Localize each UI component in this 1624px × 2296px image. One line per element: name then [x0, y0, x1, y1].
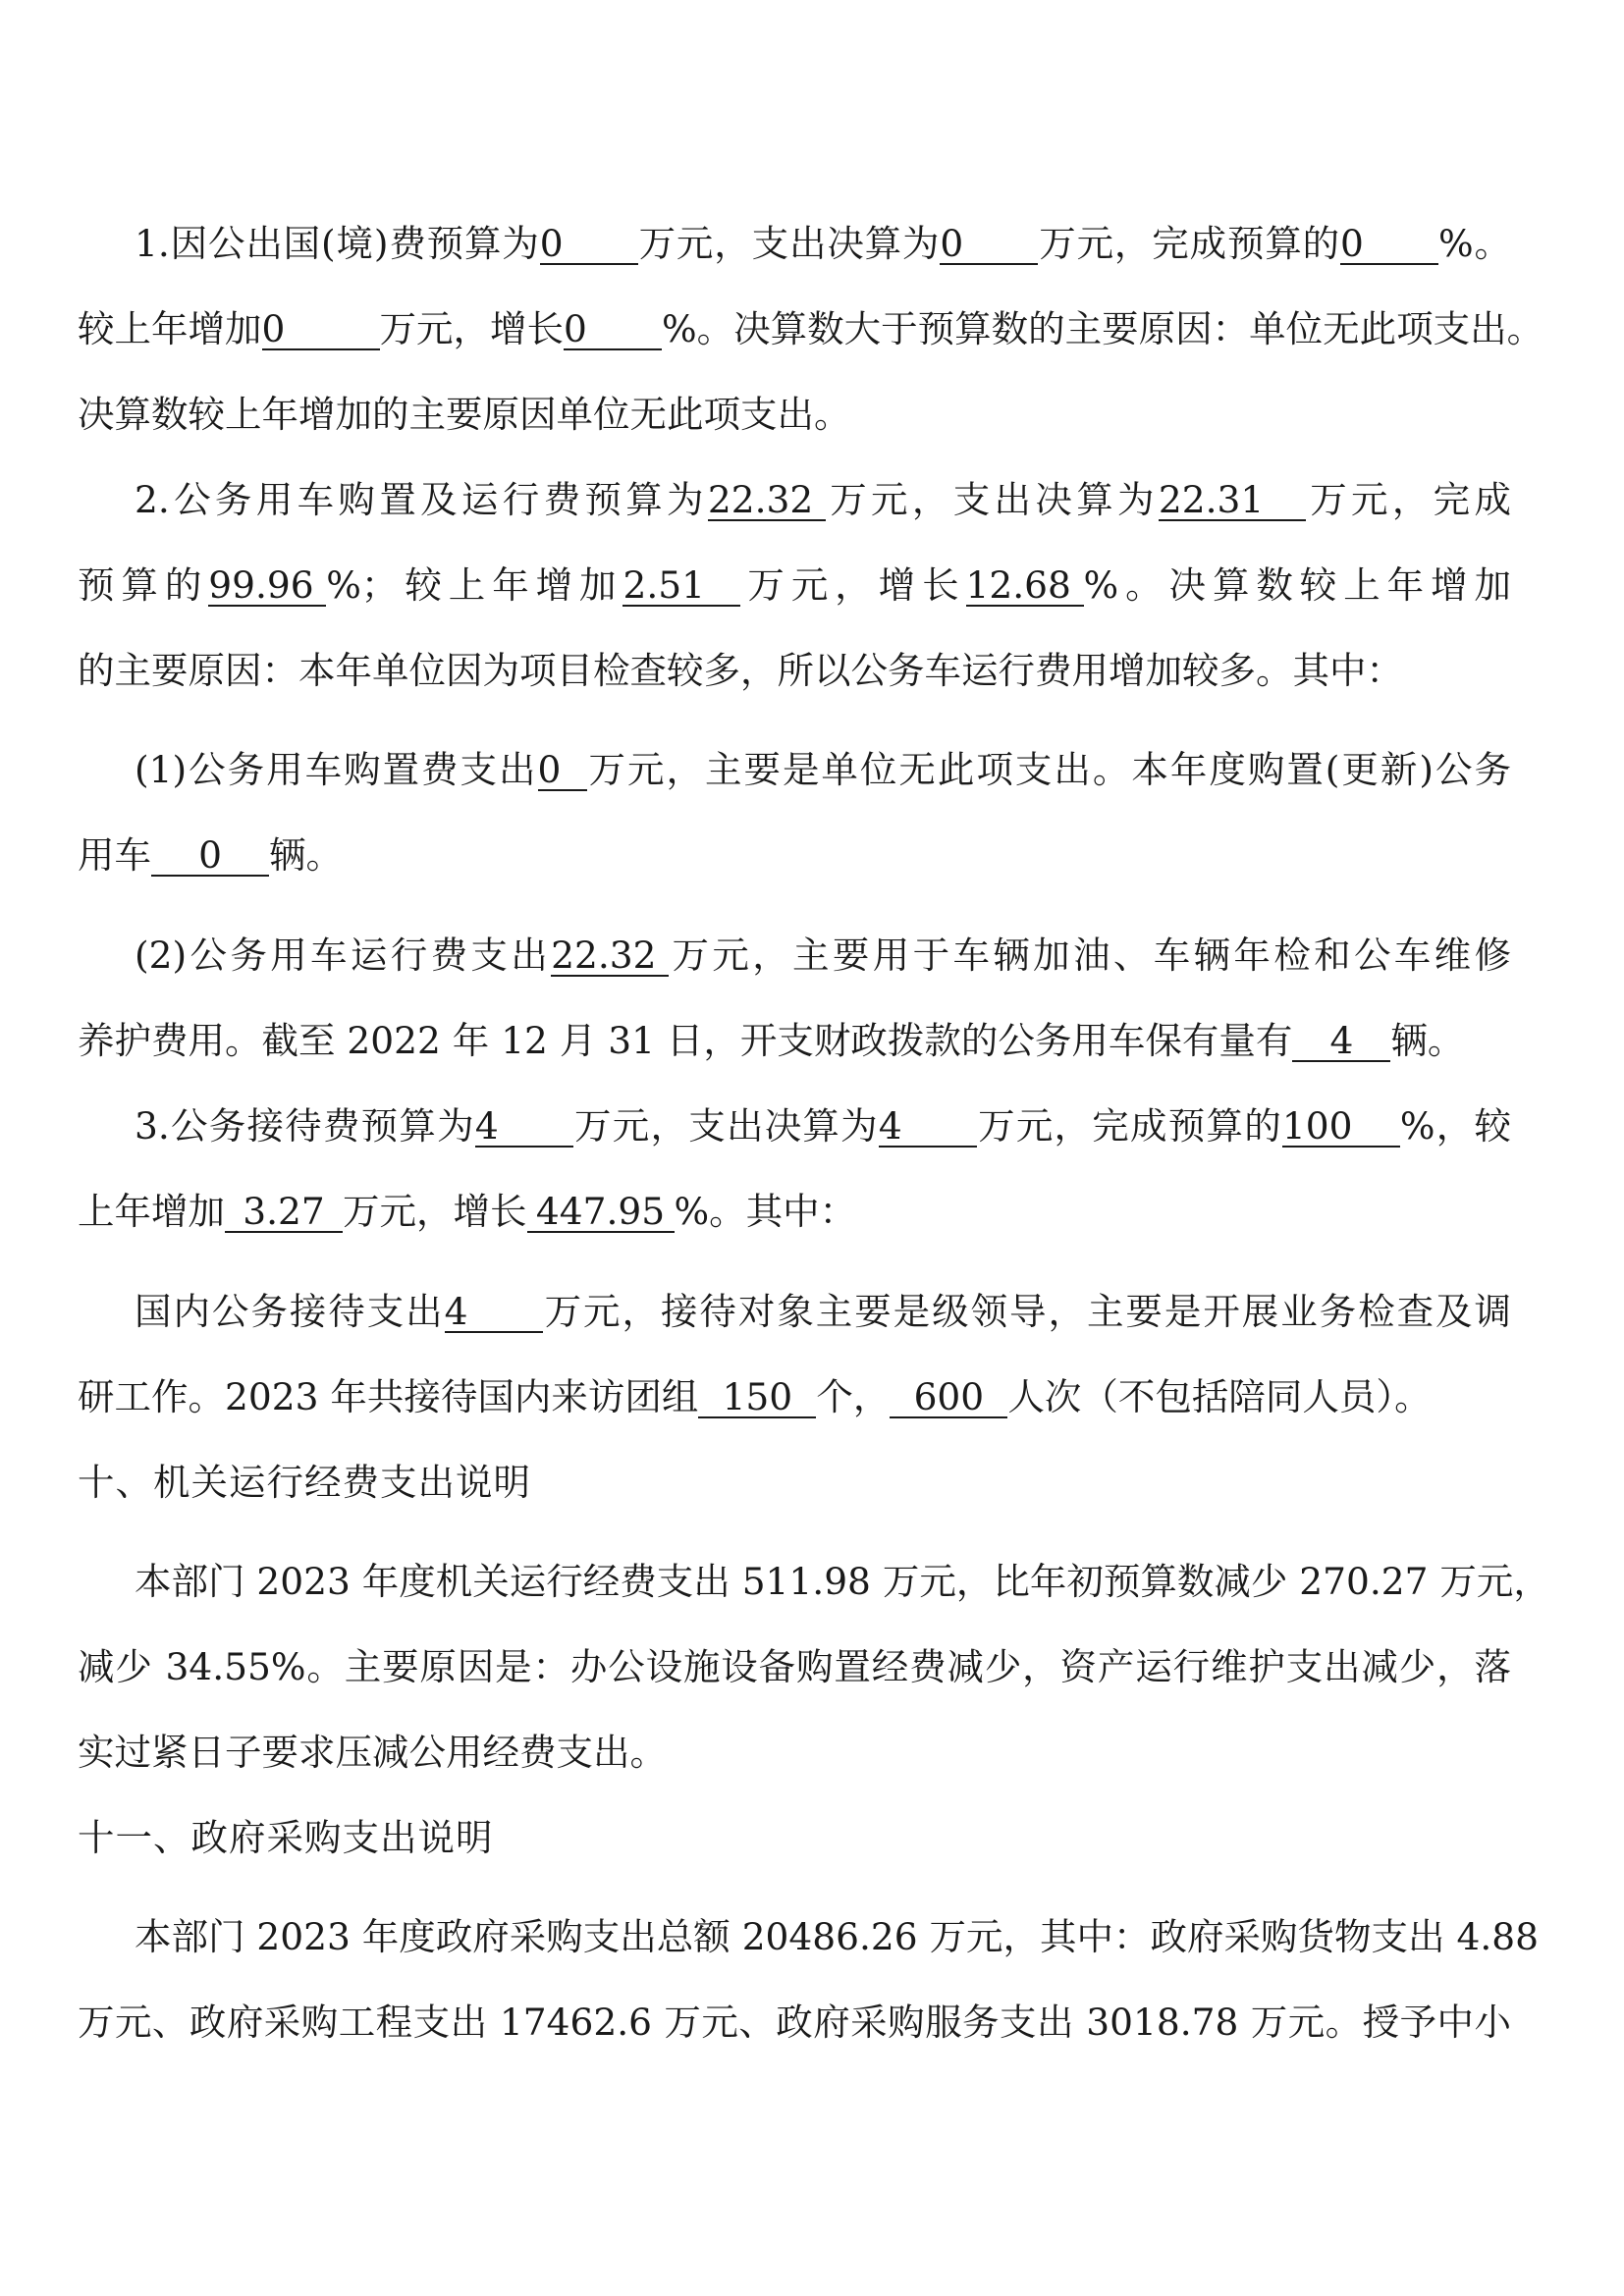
- p2-prefix: 2.公务用车购置及运行费预算为: [135, 478, 708, 521]
- p3-mid1: 万元，支出决算为: [572, 1104, 879, 1148]
- p1-line1: [78, 216, 1511, 271]
- p11-line2: 万元、政府采购工程支出 17462.6 万元、政府采购服务支出 3018.78 万元。授予中小: [78, 2001, 1511, 2044]
- p2-end1: %。决算数较上年增加: [1083, 563, 1511, 607]
- p1-increase: 0: [262, 309, 380, 350]
- p10-line1: 本部门 2023 年度机关运行经费支出 511.98 万元，比年初预算数减少 270.27 万元，: [135, 1560, 1550, 1603]
- p2-mid5: 万元，增长: [740, 563, 966, 607]
- p2-increase: 2.51: [623, 565, 740, 607]
- p3-growth: 447.95: [527, 1192, 675, 1233]
- p2a-count: 0: [151, 835, 269, 877]
- p3a-line1: [78, 1284, 1511, 1339]
- p2b-line1: [78, 928, 1511, 983]
- p3-mid3: 上年增加: [78, 1190, 225, 1233]
- p2a-prefix: (1)公务用车购置费支出: [135, 748, 538, 791]
- p3-mid4: 万元，增长: [343, 1190, 527, 1233]
- p3-rate: 100: [1282, 1106, 1400, 1148]
- p2-mid2: 万元，完成: [1305, 478, 1512, 521]
- p10-line3: 实过紧日子要求压减公用经费支出。: [78, 1731, 667, 1774]
- section-heading-10: 十、机关运行经费支出说明: [78, 1461, 531, 1504]
- p3a-end1: 人次（不包括陪同人员）。: [1007, 1375, 1432, 1418]
- p3-actual: 4: [879, 1106, 977, 1148]
- p1-prefix: 1.因公出国(境)费预算为: [135, 222, 540, 265]
- section-heading-11: 十一、政府采购支出说明: [78, 1816, 494, 1859]
- p1-mid2: 万元，完成预算的: [1038, 222, 1341, 265]
- p3-line2: [78, 1184, 1511, 1239]
- p3-end2: %。其中：: [674, 1190, 857, 1233]
- p2b-mid2: 养护费用。截至 2022 年 12 月 31 日，开支财政拨款的公务用车保有量有: [78, 1019, 1293, 1062]
- p1-mid4: 万元，增长: [379, 307, 564, 350]
- p1-mid1: 万元，支出决算为: [637, 222, 941, 265]
- p2a-end1: 辆。: [269, 833, 343, 877]
- p1-end2: %。决算数大于预算数的主要原因：单位无此项支出。: [662, 307, 1544, 350]
- p2b-prefix: (2)公务用车运行费支出: [135, 934, 552, 977]
- p10-line2: 减少 34.55%。主要原因是：办公设施设备购置经费减少，资产运行维护支出减少，落: [78, 1645, 1511, 1688]
- p1-line2: [78, 301, 1544, 356]
- p3a-line2: [78, 1369, 1511, 1424]
- p2-mid4: %；较上年增加: [326, 563, 623, 607]
- p3a-persons: 600: [890, 1377, 1007, 1418]
- p3a-groups: 150: [698, 1377, 816, 1418]
- p2-rate: 99.96: [208, 565, 326, 607]
- p1-mid3: 较上年增加: [78, 307, 262, 350]
- p11-line1: 本部门 2023 年度政府采购支出总额 20486.26 万元，其中：政府采购货物支出 4.88: [135, 1915, 1539, 1958]
- p2b-amount: 22.32: [551, 935, 669, 977]
- p1-line3: 决算数较上年增加的主要原因单位无此项支出。: [78, 393, 851, 436]
- p2b-count: 4: [1292, 1021, 1390, 1062]
- p1-end1: %。: [1438, 222, 1511, 265]
- p2a-mid1: 万元，主要是单位无此项支出。本年度购置(更新)公务: [586, 748, 1511, 791]
- p1-rate: 0: [1340, 224, 1438, 265]
- p3-prefix: 3.公务接待费预算为: [135, 1104, 475, 1148]
- p2b-mid1: 万元，主要用于车辆加油、车辆年检和公车维修: [669, 934, 1512, 977]
- p1-actual: 0: [940, 224, 1038, 265]
- p3-mid2: 万元，完成预算的: [976, 1104, 1282, 1148]
- p2a-line2: [78, 828, 1511, 882]
- p2a-amount: 0: [538, 750, 587, 791]
- p2a-mid2: 用车: [78, 833, 151, 877]
- p3-line1: [78, 1098, 1511, 1153]
- p3a-mid1: 万元，接待对象主要是级领导，主要是开展业务检查及调: [542, 1290, 1512, 1333]
- p2-mid1: 万元，支出决算为: [825, 478, 1159, 521]
- p2-actual: 22.31: [1159, 480, 1306, 521]
- p3a-mid3: 个，: [816, 1375, 891, 1418]
- p2-line2: [78, 558, 1511, 613]
- p3-end1: %，较: [1399, 1104, 1512, 1148]
- p3a-mid2: 研工作。2023 年共接待国内来访团组: [78, 1375, 699, 1418]
- p1-growth: 0: [564, 309, 662, 350]
- p2-mid3: 预算的: [78, 563, 209, 607]
- p2b-end1: 辆。: [1390, 1019, 1465, 1062]
- p3a-prefix: 国内公务接待支出: [135, 1290, 445, 1333]
- p3-increase: 3.27: [225, 1192, 343, 1233]
- p2a-line1: [78, 742, 1511, 797]
- p3a-amount: 4: [445, 1292, 543, 1333]
- p2-growth: 12.68: [966, 565, 1084, 607]
- p2-budget: 22.32: [708, 480, 826, 521]
- p1-budget: 0: [540, 224, 638, 265]
- p2b-line2: [78, 1013, 1511, 1068]
- p3-budget: 4: [475, 1106, 573, 1148]
- p2-line1: [78, 472, 1511, 527]
- p2-line3: 的主要原因：本年单位因为项目检查较多，所以公务车运行费用增加较多。其中：: [78, 649, 1403, 692]
